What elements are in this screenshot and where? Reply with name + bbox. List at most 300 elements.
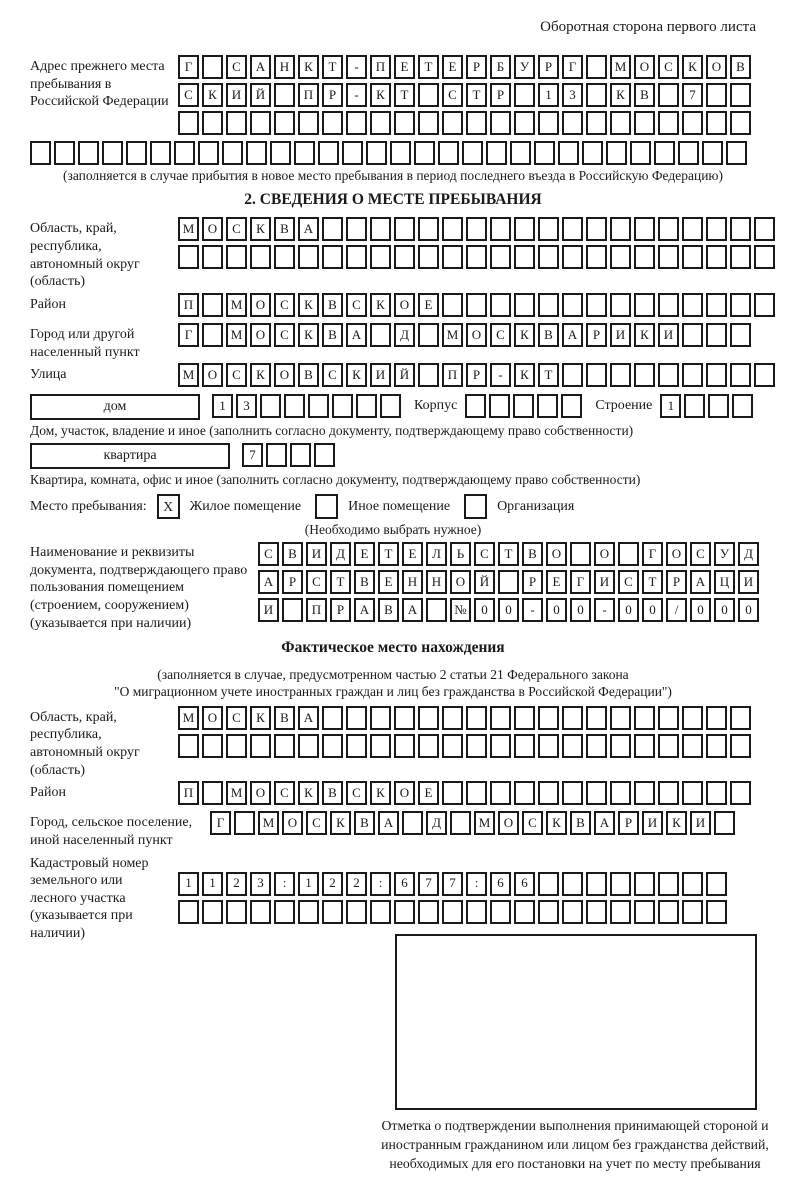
char-cell: 1: [298, 872, 319, 896]
char-cell: К: [298, 293, 319, 317]
dom-note: Дом, участок, владение и иное (заполнить согласно документу, подтверждающему право собственности): [30, 423, 634, 439]
char-cell: [562, 293, 583, 317]
char-cell: П: [442, 363, 463, 387]
char-cell: [538, 734, 559, 758]
char-cell: [266, 443, 287, 467]
char-cell: Д: [394, 323, 415, 347]
char-cell: [418, 245, 439, 269]
char-cell: [610, 293, 631, 317]
char-cell: Г: [570, 570, 591, 594]
char-cell: В: [730, 55, 751, 79]
char-cell: С: [274, 293, 295, 317]
char-cell: [730, 363, 751, 387]
char-cell: [610, 900, 631, 924]
option-zhiloe-label: Жилое помещение: [189, 498, 302, 514]
char-cell: [538, 293, 559, 317]
checkbox-inoe: [315, 494, 338, 519]
char-cell: [394, 111, 415, 135]
char-cell: В: [634, 83, 655, 107]
char-cell: [322, 900, 343, 924]
char-cell: С: [258, 542, 279, 566]
char-grid: [660, 394, 756, 418]
char-cell: В: [298, 363, 319, 387]
char-cell: 1: [660, 394, 681, 418]
char-cell: К: [346, 363, 367, 387]
char-cell: [394, 900, 415, 924]
section2-title: 2. СВЕДЕНИЯ О МЕСТЕ ПРЕБЫВАНИЯ: [244, 190, 542, 208]
char-cell: Т: [642, 570, 663, 594]
char-cell: [442, 706, 463, 730]
char-cell: [562, 217, 583, 241]
char-cell: О: [666, 542, 687, 566]
option-inoe-label: Иное помещение: [348, 498, 451, 514]
char-cell: С: [306, 811, 327, 835]
char-cell: [514, 900, 535, 924]
char-cell: [202, 55, 223, 79]
char-cell: [634, 734, 655, 758]
char-cell: Р: [666, 570, 687, 594]
char-cell: 1: [178, 872, 199, 896]
char-cell: М: [610, 55, 631, 79]
char-cell: [308, 394, 329, 418]
char-cell: [682, 293, 703, 317]
char-cell: [126, 141, 147, 165]
char-cell: :: [466, 872, 487, 896]
char-cell: Г: [210, 811, 231, 835]
char-cell: [658, 900, 679, 924]
oblast-label: Область, край, республика, автономный округ (область): [30, 221, 140, 290]
char-cell: [489, 394, 510, 418]
char-cell: [730, 706, 751, 730]
char-cell: О: [594, 542, 615, 566]
char-cell: К: [370, 83, 391, 107]
char-cell: Г: [642, 542, 663, 566]
char-cell: [394, 706, 415, 730]
char-cell: П: [370, 55, 391, 79]
char-cell: Р: [618, 811, 639, 835]
char-cell: И: [610, 323, 631, 347]
char-cell: [706, 900, 727, 924]
char-cell: [754, 293, 775, 317]
char-cell: [356, 394, 377, 418]
document-label: Наименование и реквизиты документа, подтверждающего право пользования помещением (строением, сооружением) (указывается при наличии): [30, 545, 248, 631]
char-cell: [634, 245, 655, 269]
char-cell: [466, 734, 487, 758]
char-cell: [318, 141, 339, 165]
char-grid: [178, 245, 778, 269]
char-cell: [658, 83, 679, 107]
char-cell: Т: [394, 83, 415, 107]
char-cell: [250, 245, 271, 269]
char-cell: О: [250, 781, 271, 805]
char-grid: [178, 217, 778, 241]
char-cell: А: [402, 598, 423, 622]
char-cell: В: [354, 570, 375, 594]
char-cell: [490, 706, 511, 730]
char-cell: [610, 363, 631, 387]
char-cell: [174, 141, 195, 165]
char-cell: Д: [330, 542, 351, 566]
char-cell: [586, 363, 607, 387]
char-cell: М: [226, 781, 247, 805]
char-cell: [322, 706, 343, 730]
char-cell: А: [250, 55, 271, 79]
char-cell: 2: [226, 872, 247, 896]
char-cell: Т: [538, 363, 559, 387]
char-cell: [538, 872, 559, 896]
char-cell: [634, 872, 655, 896]
char-cell: А: [298, 706, 319, 730]
char-cell: В: [522, 542, 543, 566]
char-cell: [290, 443, 311, 467]
char-cell: [630, 141, 651, 165]
char-cell: 3: [562, 83, 583, 107]
char-cell: 2: [322, 872, 343, 896]
char-cell: [442, 734, 463, 758]
char-cell: В: [322, 781, 343, 805]
char-cell: [466, 706, 487, 730]
char-cell: [538, 706, 559, 730]
char-cell: М: [178, 363, 199, 387]
mesto-label: Место пребывания:: [30, 498, 147, 514]
char-cell: -: [346, 83, 367, 107]
char-cell: [658, 363, 679, 387]
char-cell: [706, 363, 727, 387]
char-grid: [178, 706, 756, 730]
char-cell: [226, 900, 247, 924]
char-cell: Н: [274, 55, 295, 79]
prev-address-note: (заполняется в случае прибытия в новое место пребывания в период последнего въезда в Российскую Федерацию): [62, 167, 724, 183]
char-cell: 0: [498, 598, 519, 622]
char-cell: Р: [466, 363, 487, 387]
char-cell: [562, 111, 583, 135]
char-cell: Т: [498, 542, 519, 566]
char-cell: О: [466, 323, 487, 347]
char-cell: [558, 141, 579, 165]
char-cell: А: [354, 598, 375, 622]
char-cell: К: [634, 323, 655, 347]
char-cell: М: [226, 293, 247, 317]
char-cell: С: [490, 323, 511, 347]
char-cell: А: [594, 811, 615, 835]
char-cell: [730, 781, 751, 805]
fact-oblast-row: [30, 706, 756, 780]
char-cell: [246, 141, 267, 165]
char-grid: [178, 781, 756, 805]
char-cell: [366, 141, 387, 165]
char-cell: [562, 781, 583, 805]
prev-address-row: [30, 55, 756, 139]
char-cell: [442, 217, 463, 241]
char-cell: О: [634, 55, 655, 79]
char-cell: К: [202, 83, 223, 107]
mesto-note: (Необходимо выбрать нужное): [304, 522, 482, 538]
char-cell: К: [666, 811, 687, 835]
page-title: Оборотная сторона первого листа: [540, 19, 756, 35]
char-cell: [706, 706, 727, 730]
char-cell: [465, 394, 486, 418]
char-cell: [562, 706, 583, 730]
char-cell: [570, 542, 591, 566]
char-cell: [418, 323, 439, 347]
char-cell: Ц: [714, 570, 735, 594]
char-cell: [561, 394, 582, 418]
char-cell: [682, 781, 703, 805]
char-cell: В: [538, 323, 559, 347]
kvartira-fieldbox: квартира: [30, 443, 230, 469]
char-cell: Т: [322, 55, 343, 79]
char-cell: [586, 900, 607, 924]
char-grid: [30, 141, 756, 165]
char-cell: Т: [378, 542, 399, 566]
char-cell: [586, 781, 607, 805]
char-cell: [490, 781, 511, 805]
char-cell: [537, 394, 558, 418]
char-cell: [198, 141, 219, 165]
char-cell: [658, 217, 679, 241]
char-cell: Р: [522, 570, 543, 594]
char-cell: [438, 141, 459, 165]
char-cell: [346, 734, 367, 758]
char-cell: К: [298, 323, 319, 347]
char-cell: [418, 900, 439, 924]
fact-raion-row: [30, 781, 756, 809]
char-cell: 7: [418, 872, 439, 896]
char-cell: О: [450, 570, 471, 594]
char-cell: [708, 394, 729, 418]
char-cell: [418, 363, 439, 387]
char-cell: [322, 245, 343, 269]
char-cell: [706, 872, 727, 896]
char-grid: [178, 323, 756, 347]
char-cell: :: [274, 872, 295, 896]
kadastr-row: [30, 852, 756, 942]
char-cell: С: [442, 83, 463, 107]
char-cell: П: [178, 293, 199, 317]
char-cell: Й: [474, 570, 495, 594]
char-cell: 1: [538, 83, 559, 107]
char-cell: [178, 734, 199, 758]
char-cell: [202, 293, 223, 317]
char-cell: [332, 394, 353, 418]
char-cell: -: [522, 598, 543, 622]
char-cell: О: [202, 706, 223, 730]
char-cell: [418, 111, 439, 135]
char-cell: [610, 245, 631, 269]
char-cell: [442, 900, 463, 924]
char-cell: [538, 900, 559, 924]
char-cell: С: [306, 570, 327, 594]
char-cell: [426, 598, 447, 622]
char-cell: [282, 598, 303, 622]
char-cell: [250, 900, 271, 924]
char-cell: [298, 245, 319, 269]
char-cell: [682, 734, 703, 758]
char-cell: [418, 734, 439, 758]
char-cell: [658, 734, 679, 758]
char-grid: [258, 542, 762, 566]
char-cell: О: [546, 542, 567, 566]
char-grid: [178, 900, 756, 924]
char-grid: [178, 363, 778, 387]
char-cell: Т: [418, 55, 439, 79]
fact-note-line1: (заполняется в случае, предусмотренном частью 2 статьи 21 Федерального закона: [157, 666, 629, 682]
char-cell: К: [370, 781, 391, 805]
char-cell: О: [250, 323, 271, 347]
char-cell: [202, 734, 223, 758]
char-cell: С: [346, 293, 367, 317]
char-cell: К: [610, 83, 631, 107]
char-cell: Р: [330, 598, 351, 622]
char-cell: [538, 217, 559, 241]
char-cell: №: [450, 598, 471, 622]
char-cell: М: [226, 323, 247, 347]
char-cell: [370, 111, 391, 135]
fact-title: Фактическое место нахождения: [281, 639, 505, 657]
char-cell: А: [298, 217, 319, 241]
char-cell: А: [562, 323, 583, 347]
kvartira-note: Квартира, комната, офис и иное (заполнить согласно документу, подтверждающему право собственности): [30, 472, 641, 488]
char-cell: В: [274, 706, 295, 730]
ulitsa-row: [30, 363, 756, 391]
char-cell: [706, 245, 727, 269]
char-cell: П: [306, 598, 327, 622]
mesto-prebyvaniya-row: [30, 494, 756, 519]
char-grid: [178, 734, 756, 758]
char-cell: С: [274, 781, 295, 805]
char-cell: [730, 83, 751, 107]
char-cell: 0: [570, 598, 591, 622]
char-cell: [322, 111, 343, 135]
char-cell: [538, 245, 559, 269]
char-cell: [490, 293, 511, 317]
char-cell: [610, 217, 631, 241]
char-cell: [370, 323, 391, 347]
char-cell: П: [178, 781, 199, 805]
char-cell: [514, 83, 535, 107]
char-cell: [346, 245, 367, 269]
char-cell: 6: [514, 872, 535, 896]
char-cell: [442, 111, 463, 135]
char-cell: К: [250, 363, 271, 387]
char-cell: [510, 141, 531, 165]
char-cell: М: [178, 706, 199, 730]
char-cell: [658, 706, 679, 730]
char-cell: [706, 323, 727, 347]
char-cell: А: [690, 570, 711, 594]
char-cell: С: [522, 811, 543, 835]
char-cell: [702, 141, 723, 165]
char-cell: [634, 900, 655, 924]
char-cell: [658, 293, 679, 317]
char-cell: К: [250, 706, 271, 730]
char-cell: [610, 734, 631, 758]
char-cell: [682, 872, 703, 896]
char-cell: [586, 734, 607, 758]
char-cell: [654, 141, 675, 165]
char-cell: [274, 83, 295, 107]
char-cell: [754, 245, 775, 269]
char-cell: И: [658, 323, 679, 347]
char-cell: [538, 781, 559, 805]
char-cell: К: [250, 217, 271, 241]
char-cell: [226, 111, 247, 135]
char-cell: Д: [738, 542, 759, 566]
char-cell: [394, 217, 415, 241]
dom-row: [30, 394, 756, 420]
char-cell: [102, 141, 123, 165]
char-cell: [370, 900, 391, 924]
char-cell: О: [394, 293, 415, 317]
char-cell: [178, 900, 199, 924]
char-cell: [610, 111, 631, 135]
char-cell: [514, 245, 535, 269]
char-cell: Е: [394, 55, 415, 79]
char-cell: [682, 706, 703, 730]
char-cell: [442, 781, 463, 805]
char-cell: К: [546, 811, 567, 835]
char-cell: [202, 781, 223, 805]
char-cell: 7: [242, 443, 263, 467]
char-cell: [534, 141, 555, 165]
char-cell: С: [322, 363, 343, 387]
char-cell: [514, 706, 535, 730]
char-cell: А: [378, 811, 399, 835]
char-cell: С: [474, 542, 495, 566]
char-cell: Е: [402, 542, 423, 566]
char-cell: О: [706, 55, 727, 79]
char-cell: И: [642, 811, 663, 835]
char-cell: [730, 293, 751, 317]
char-cell: Г: [562, 55, 583, 79]
char-cell: [582, 141, 603, 165]
char-cell: [514, 217, 535, 241]
char-cell: [586, 293, 607, 317]
char-grid: [212, 394, 404, 418]
char-cell: [730, 111, 751, 135]
char-cell: И: [258, 598, 279, 622]
char-cell: И: [594, 570, 615, 594]
char-cell: Е: [354, 542, 375, 566]
char-cell: Е: [546, 570, 567, 594]
option-organizatsiya-label: Организация: [497, 498, 575, 514]
char-cell: [418, 83, 439, 107]
raion-row: [30, 293, 756, 321]
char-cell: [490, 734, 511, 758]
char-cell: [298, 111, 319, 135]
char-cell: С: [178, 83, 199, 107]
char-cell: [610, 706, 631, 730]
checkbox-zhiloe: X: [157, 494, 180, 519]
fact-gorod-row: [30, 811, 756, 849]
char-cell: 3: [250, 872, 271, 896]
char-cell: [234, 811, 255, 835]
char-cell: В: [570, 811, 591, 835]
gorod-label: Город или другой населенный пункт: [30, 326, 140, 360]
char-cell: [250, 734, 271, 758]
char-cell: В: [354, 811, 375, 835]
char-cell: [658, 245, 679, 269]
char-grid: [258, 570, 762, 594]
char-cell: С: [658, 55, 679, 79]
fact-oblast-label: Область, край, республика, автономный округ (область): [30, 709, 140, 778]
char-cell: [714, 811, 735, 835]
prev-address-grids: [178, 55, 756, 139]
char-cell: И: [738, 570, 759, 594]
char-cell: [658, 872, 679, 896]
char-cell: И: [306, 542, 327, 566]
char-cell: [490, 245, 511, 269]
